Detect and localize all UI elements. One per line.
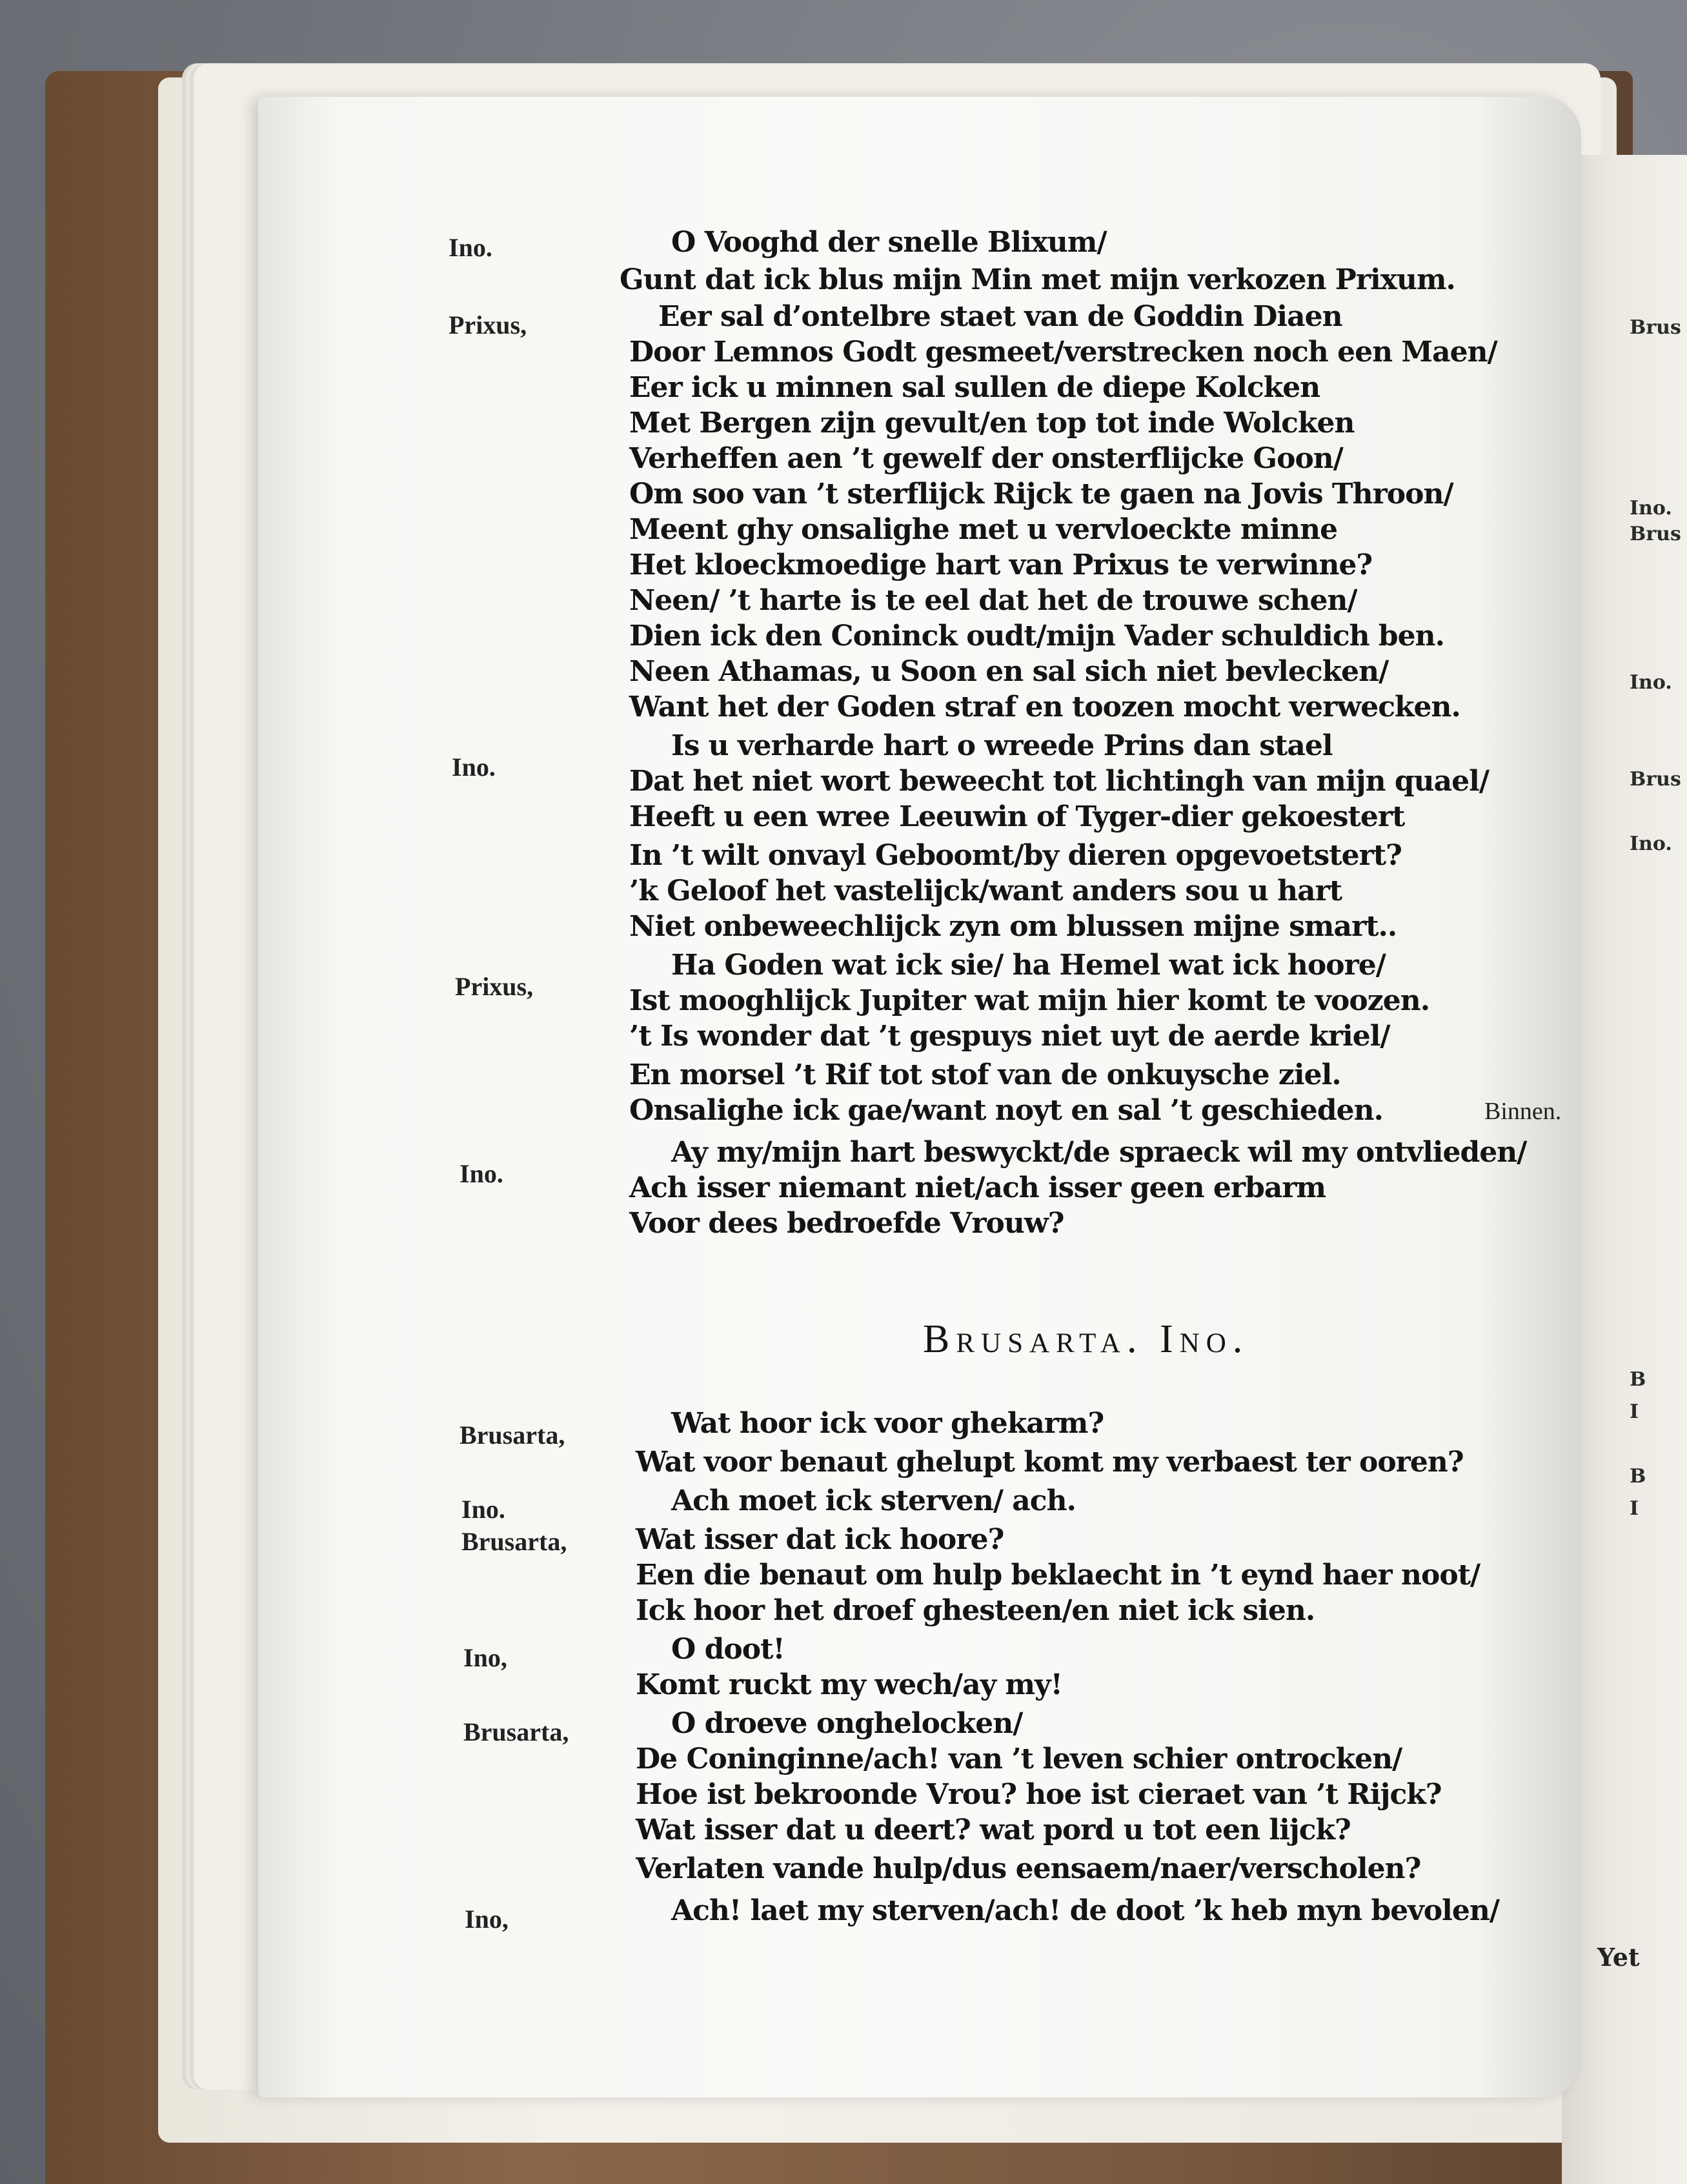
verse-line: Verheffen aen ’t gewelf der onsterflijcke Goon/ xyxy=(629,442,1343,475)
verse-line: Eer ick u minnen sal sullen de diepe Kolcken xyxy=(629,371,1320,404)
verse-line: ’t Is wonder dat ’t gespuys niet uyt de aerde kriel/ xyxy=(629,1020,1390,1053)
speaker-label: Brusarta, xyxy=(461,1527,567,1556)
catchword: Yet xyxy=(1597,1943,1640,1972)
verse-line: Hoe ist bekroonde Vrou? hoe ist cieraet van ’t Rijck? xyxy=(636,1778,1442,1811)
facing-page-label: I xyxy=(1630,1497,1639,1520)
verse-line: O droeve onghelocken/ xyxy=(671,1707,1023,1740)
facing-page-label: I xyxy=(1630,1400,1639,1423)
facing-page-label: Brus xyxy=(1630,316,1681,339)
facing-page-label: Ino. xyxy=(1630,497,1672,520)
verse-line: Een die benaut om hulp beklaecht in ’t eynd haer noot/ xyxy=(636,1559,1480,1592)
verse-line: O doot! xyxy=(671,1633,785,1666)
speaker-label: Brusarta, xyxy=(463,1717,569,1746)
verse-line: Ach moet ick sterven/ ach. xyxy=(671,1484,1076,1517)
verse-line: Wat hoor ick voor ghekarm? xyxy=(671,1407,1104,1440)
speaker-label: Ino, xyxy=(465,1905,509,1934)
verse-line: Is u verharde hart o wreede Prins dan stael xyxy=(671,729,1333,762)
speaker-label: Ino. xyxy=(449,233,492,262)
speaker-label: Prixus, xyxy=(455,972,534,1001)
facing-page-label: Brus xyxy=(1630,523,1681,545)
verse-line: Ay my/mijn hart beswyckt/de spraeck wil my ontvlieden/ xyxy=(671,1136,1527,1169)
verse-line: Meent ghy onsalighe met u vervloeckte minne xyxy=(629,513,1338,546)
verse-line: Verlaten vande hulp/dus eensaem/naer/verscholen? xyxy=(636,1852,1421,1885)
verse-line: Want het der Goden straf en toozen mocht verwecken. xyxy=(629,691,1460,723)
verse-line: De Coninginne/ach! van ’t leven schier ontrocken/ xyxy=(636,1743,1402,1775)
verse-line: Door Lemnos Godt gesmeet/verstrecken noch een Maen/ xyxy=(629,336,1497,369)
scene-heading: Brusarta. Ino. xyxy=(923,1317,1249,1361)
speaker-label: Brusarta, xyxy=(460,1421,565,1450)
verse-line: Neen/ ’t harte is te eel dat het de trouwe schen/ xyxy=(629,584,1357,617)
verse-line: Neen Athamas, u Soon en sal sich niet bevlecken/ xyxy=(629,655,1389,688)
facing-page-label: Ino. xyxy=(1630,833,1672,855)
verse-line: Wat voor benaut ghelupt komt my verbaest ter ooren? xyxy=(636,1446,1464,1479)
verse-line: Voor dees bedroefde Vrouw? xyxy=(629,1207,1064,1240)
verse-line: Komt ruckt my wech/ay my! xyxy=(636,1668,1062,1701)
verse-line: Dat het niet wort beweecht tot lichtingh van mijn quael/ xyxy=(629,765,1489,798)
facing-page-label: B xyxy=(1630,1465,1646,1488)
verse-line: Ach isser niemant niet/ach isser geen erbarm xyxy=(629,1171,1326,1204)
verse-line: Wat isser dat u deert? wat pord u tot een lijck? xyxy=(636,1814,1351,1846)
verse-line: In ’t wilt onvayl Geboomt/by dieren opgevoetstert? xyxy=(629,839,1402,872)
verse-line: Het kloeckmoedige hart van Prixus te verwinne? xyxy=(629,549,1373,581)
verse-line: Ick hoor het droef ghesteen/en niet ick sien. xyxy=(636,1594,1315,1627)
verse-line: Wat isser dat ick hoore? xyxy=(636,1523,1004,1556)
verse-line: Heeft u een wree Leeuwin of Tyger-dier gekoestert xyxy=(629,800,1405,833)
verse-line: Om soo van ’t sterflijck Rijck te gaen na Jovis Throon/ xyxy=(629,478,1453,511)
facing-page-label: Brus xyxy=(1630,768,1681,791)
stage-direction: Binnen. xyxy=(1484,1098,1562,1125)
verse-line: Ach! laet my sterven/ach! de doot ’k heb myn bevolen/ xyxy=(671,1894,1499,1927)
verse-line: O Vooghd der snelle Blixum/ xyxy=(671,226,1107,259)
verse-line: Ist mooghlijck Jupiter wat mijn hier komt te voozen. xyxy=(629,984,1430,1017)
speaker-label: Ino. xyxy=(460,1159,503,1188)
facing-page-label: Ino. xyxy=(1630,671,1672,694)
verse-line: Niet onbeweechlijck zyn om blussen mijne smart.. xyxy=(629,910,1397,943)
speaker-label: Prixus, xyxy=(449,310,527,339)
verse-line: Met Bergen zijn gevult/en top tot inde Wolcken xyxy=(629,407,1355,440)
speaker-label: Ino, xyxy=(463,1643,507,1672)
verse-line: ’k Geloof het vastelijck/want anders sou u hart xyxy=(629,875,1342,907)
facing-page-label: B xyxy=(1630,1368,1646,1391)
verse-line: En morsel ’t Rif tot stof van de onkuysche ziel. xyxy=(629,1058,1341,1091)
verse-line: Gunt dat ick blus mijn Min met mijn verkozen Prixum. xyxy=(620,263,1455,296)
verse-line: Dien ick den Coninck oudt/mijn Vader schuldich ben. xyxy=(629,620,1444,652)
speaker-label: Ino. xyxy=(452,753,496,782)
verse-line: Ha Goden wat ick sie/ ha Hemel wat ick hoore/ xyxy=(671,949,1386,982)
speaker-label: Ino. xyxy=(461,1495,505,1524)
verse-line: Eer sal d’ontelbre staet van de Goddin Diaen xyxy=(658,300,1342,333)
verse-line: Onsalighe ick gae/want noyt en sal ’t geschieden. xyxy=(629,1094,1383,1127)
